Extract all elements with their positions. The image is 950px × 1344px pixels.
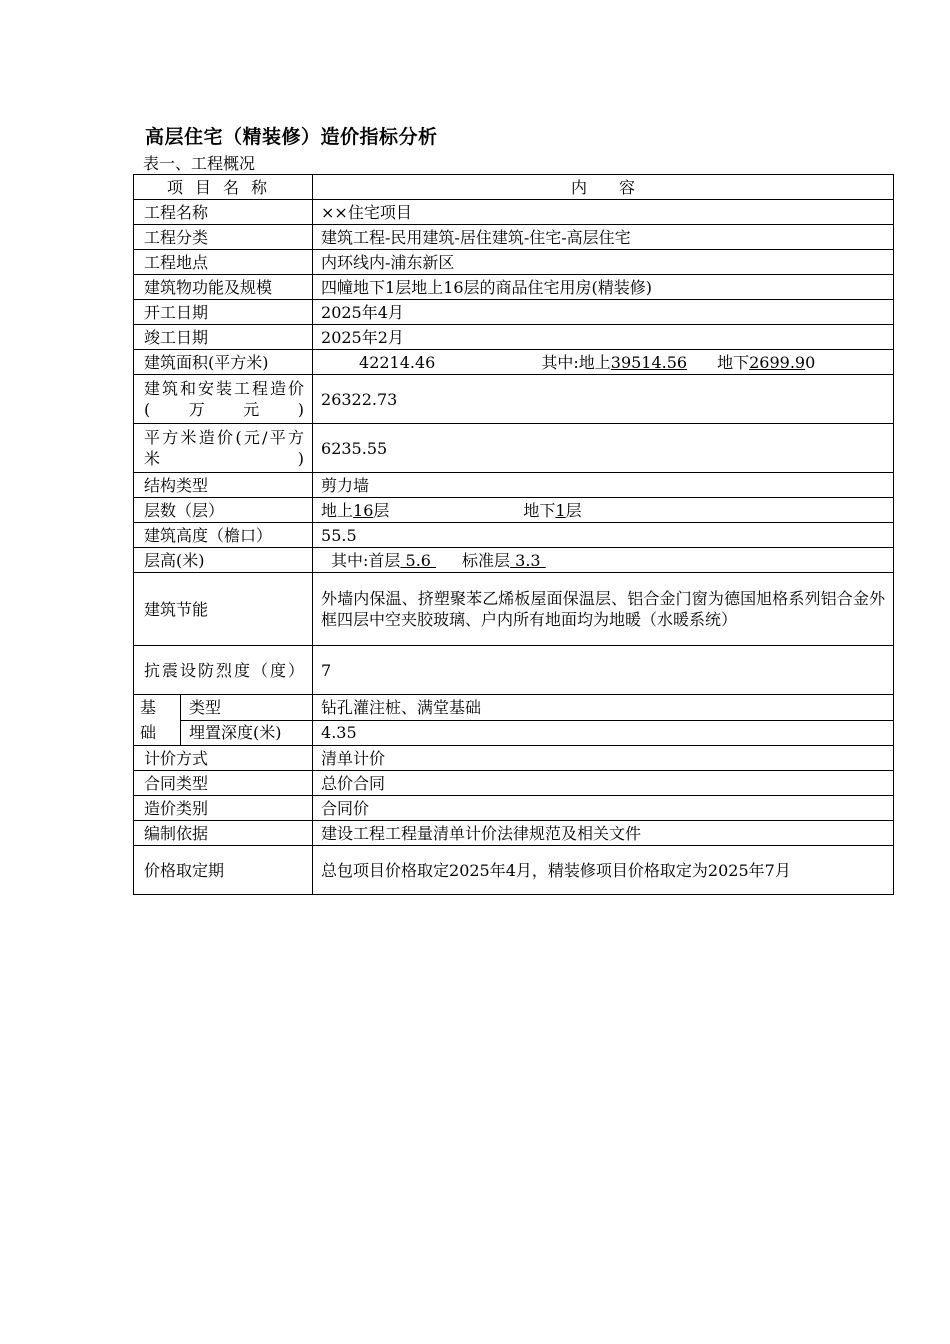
row-label: 结构类型 <box>134 473 313 498</box>
row-value: ××住宅项目 <box>313 200 894 225</box>
table-row <box>134 695 894 721</box>
row-label: 工程地点 <box>134 250 313 275</box>
document-title: 高层住宅（精装修）造价指标分析 <box>145 126 438 148</box>
row-label: 建筑节能 <box>134 573 313 646</box>
floor-height-first: 5.6 <box>400 550 437 570</box>
row-value: 剪力墙 <box>313 473 894 498</box>
row-label: 层数（层） <box>134 498 313 523</box>
table-row <box>134 821 894 846</box>
row-value: 2025年2月 <box>313 325 894 350</box>
table-caption: 表一、工程概况 <box>143 154 256 173</box>
table-row <box>134 846 894 895</box>
table-row <box>134 548 894 573</box>
floor-height-value-cell <box>313 548 894 573</box>
floors-below-suffix: 层 <box>565 500 582 520</box>
floors-above-suffix: 层 <box>373 500 390 520</box>
table-row <box>134 523 894 548</box>
row-value: 合同价 <box>313 796 894 821</box>
row-value: 4.35 <box>313 720 894 746</box>
row-label: 开工日期 <box>134 300 313 325</box>
area-below-suffix: 0 <box>805 352 816 372</box>
row-value: 总包项目价格取定2025年4月，精装修项目价格取定为2025年7月 <box>313 846 894 895</box>
row-value: 建筑工程-民用建筑-居住建筑-住宅-高层住宅 <box>313 225 894 250</box>
row-value: 内环线内-浦东新区 <box>313 250 894 275</box>
row-label: 竣工日期 <box>134 325 313 350</box>
row-label: 抗震设防烈度（度） <box>134 646 313 695</box>
table-row <box>134 325 894 350</box>
header-item-name: 项目名称 <box>134 175 313 200</box>
table-row <box>134 350 894 375</box>
row-value: 建设工程工程量清单计价法律规范及相关文件 <box>313 821 894 846</box>
table-row <box>134 300 894 325</box>
table-row <box>134 498 894 523</box>
area-total: 42214.46 <box>359 352 436 372</box>
floors-value-cell <box>313 498 894 523</box>
row-label: 埋置深度(米) <box>181 720 313 746</box>
area-above: 39514.56 <box>610 352 688 372</box>
row-value: 7 <box>313 646 894 695</box>
floor-height-first-prefix: 其中:首层 <box>331 550 401 570</box>
floor-height-std-prefix: 标准层 <box>462 550 511 570</box>
floors-below: 1 <box>555 500 566 520</box>
row-value: 四幢地下1层地上16层的商品住宅用房(精装修) <box>313 275 894 300</box>
row-value: 总价合同 <box>313 771 894 796</box>
table-row <box>134 225 894 250</box>
area-below: 2699.9 <box>749 352 806 372</box>
row-label: 造价类别 <box>134 796 313 821</box>
area-value-cell <box>313 350 894 375</box>
row-value: 钻孔灌注桩、满堂基础 <box>313 695 894 721</box>
foundation-label-line-2: 础 <box>140 723 157 742</box>
floors-above: 16 <box>353 500 374 520</box>
row-value: 2025年4月 <box>313 300 894 325</box>
row-label: 建筑面积(平方米) <box>134 350 313 375</box>
row-label: 建筑物功能及规模 <box>134 275 313 300</box>
row-label: 类型 <box>181 695 313 721</box>
project-overview-table <box>133 174 894 895</box>
table-row <box>134 424 894 473</box>
row-label: 建筑高度（檐口） <box>134 523 313 548</box>
row-value: 26322.73 <box>313 375 894 424</box>
floor-height-std: 3.3 <box>510 550 546 570</box>
table-row <box>134 796 894 821</box>
header-content: 内 容 <box>313 175 894 200</box>
table-row <box>134 200 894 225</box>
row-label: 平方米造价(元/平方米) <box>134 424 313 473</box>
table-row <box>134 250 894 275</box>
table-row <box>134 646 894 695</box>
table-row <box>134 573 894 646</box>
row-label: 合同类型 <box>134 771 313 796</box>
table-row <box>134 771 894 796</box>
row-value: 清单计价 <box>313 746 894 771</box>
table-row <box>134 746 894 771</box>
area-above-prefix: 其中:地上 <box>541 352 611 372</box>
row-label: 计价方式 <box>134 746 313 771</box>
table-row <box>134 375 894 424</box>
floors-above-prefix: 地上 <box>321 500 354 520</box>
area-below-prefix: 地下 <box>717 352 750 372</box>
row-label: 建筑和安装工程造价(万元) <box>134 375 313 424</box>
table-row <box>134 720 894 746</box>
floors-below-prefix: 地下 <box>523 500 556 520</box>
foundation-group-label <box>134 695 181 746</box>
row-value: 6235.55 <box>313 424 894 473</box>
row-label: 工程分类 <box>134 225 313 250</box>
foundation-label-line-1: 基 <box>140 698 157 717</box>
row-label: 编制依据 <box>134 821 313 846</box>
table-header-row <box>134 175 894 200</box>
row-label: 工程名称 <box>134 200 313 225</box>
row-label: 层高(米) <box>134 548 313 573</box>
row-value: 外墙内保温、挤塑聚苯乙烯板屋面保温层、铝合金门窗为德国旭格系列铝合金外框四层中空夹胶玻璃、户内所有地面均为地暖（水暖系统） <box>313 573 894 646</box>
table-row <box>134 275 894 300</box>
row-value: 55.5 <box>313 523 894 548</box>
table-row <box>134 473 894 498</box>
row-label: 价格取定期 <box>134 846 313 895</box>
